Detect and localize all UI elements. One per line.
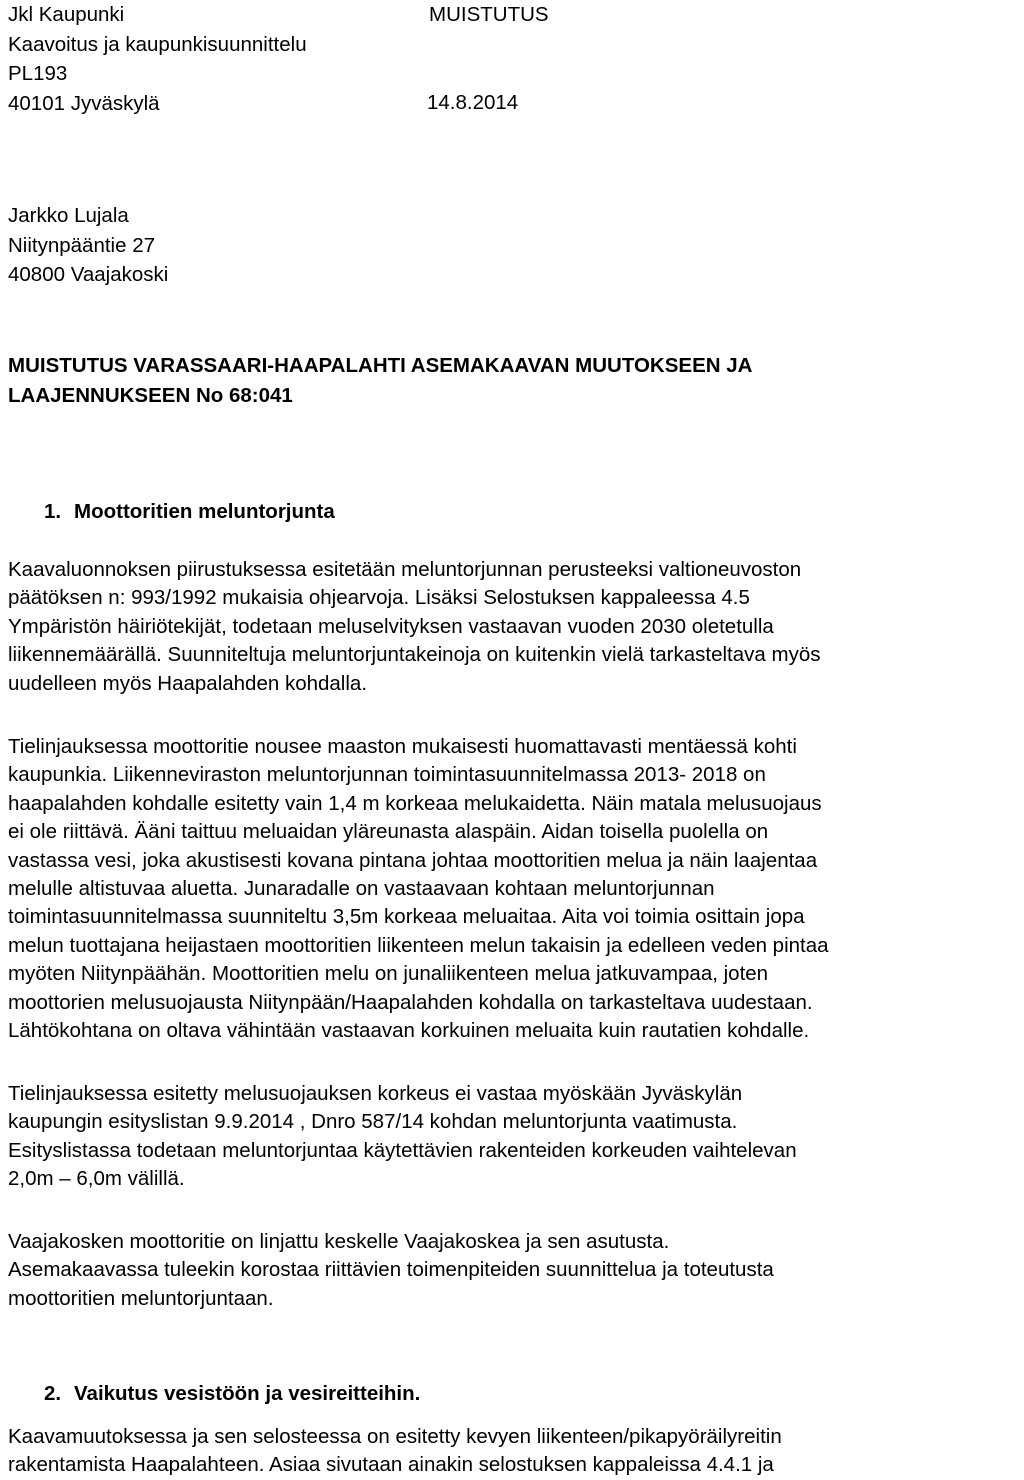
paragraph [8, 1228, 774, 1313]
title-line: MUISTUTUS VARASSAARI-HAAPALAHTI ASEMAKAAVAN MUUTOKSEEN JA [8, 354, 753, 377]
text-line: myöten Niitynpäähän. Moottoritien melu on junaliikenteen melua jatkuvampaa, joten [8, 962, 769, 986]
section-number: 2. [44, 1382, 62, 1405]
document-type: MUISTUTUS [429, 3, 549, 26]
recipient-line: 40800 Vaajakoski [8, 263, 169, 286]
title-line: LAAJENNUKSEEN No 68:041 [8, 384, 293, 407]
document-date: 14.8.2014 [427, 91, 519, 114]
sender-address [8, 0, 307, 118]
text-line: moottoritien meluntorjuntaan. [8, 1286, 274, 1310]
paragraph [8, 1080, 797, 1194]
text-line: Lähtökohtana on oltava vähintään vastaavan korkuinen meluaita kuin rautatien kohdalle. [8, 1018, 810, 1042]
text-line: rakentamista Haapalahteen. Asiaa sivutaan ainakin selostuksen kappaleissa 4.4.1 ja [8, 1453, 774, 1477]
sender-line: 40101 Jyväskylä [8, 91, 160, 115]
text-line: liikennemäärällä. Suunniteltuja meluntorjuntakeinoja on kuitenkin vielä tarkasteltava myös [8, 643, 821, 667]
text-line: Asemakaavassa tuleekin korostaa riittävien toimenpiteiden suunnittelua ja toteutusta [8, 1258, 774, 1282]
text-line: uudelleen myös Haapalahden kohdalla. [8, 671, 368, 695]
text-line: ei ole riittävä. Ääni taittuu meluaidan yläreunasta alaspäin. Aidan toisella puolella on [8, 820, 769, 844]
section-heading-2 [44, 1379, 420, 1409]
text-line: 2,0m – 6,0m välillä. [8, 1167, 185, 1191]
text-line: Ympäristön häiriötekijät, todetaan meluselvityksen vastaavan vuoden 2030 oletetulla [8, 614, 774, 638]
recipient-address [8, 201, 168, 290]
text-line: toimintasuunnitelmassa suunniteltu 3,5m korkeaa meluaitaa. Aita voi toimia osittain jopa [8, 905, 805, 929]
text-line: Esityslistassa todetaan meluntorjuntaa käytettävien rakenteiden korkeuden vaihtelevan [8, 1138, 797, 1162]
text-line: Tielinjauksessa moottoritie nousee maaston mukaisesti huomattavasti mentäessä kohti [8, 735, 797, 758]
section-title: Vaikutus vesistöön ja vesireitteihin. [74, 1382, 421, 1405]
text-line: vastassa vesi, joka akustisesti kovana pintana johtaa moottoritien melua ja näin laajentaa [8, 848, 818, 872]
text-line: Tielinjauksessa esitetty melusuojauksen korkeus ei vastaa myöskään Jyväskylän [8, 1082, 743, 1105]
section-number: 1. [44, 500, 62, 523]
text-line: moottorien melusuojausta Niitynpään/Haapalahden kohdalla on tarkasteltava uudestaan. [8, 990, 813, 1014]
sender-line: Jkl Kaupunki [8, 3, 125, 26]
section-heading-1 [44, 497, 335, 527]
sender-line: PL193 [8, 62, 68, 85]
text-line: melun tuottajana heijastaen moottoritien liikenteen melun takaisin ja edelleen veden pintaa [8, 933, 829, 957]
document-title [8, 351, 752, 411]
sender-line: Kaavoitus ja kaupunkisuunnittelu [8, 32, 307, 56]
paragraph [8, 556, 820, 698]
recipient-line: Niitynpääntie 27 [8, 233, 156, 257]
section-title: Moottoritien meluntorjunta [74, 500, 335, 523]
text-line: päätöksen n: 993/1992 mukaisia ohjearvoja. Lisäksi Selostuksen kappaleessa 4.5 [8, 586, 750, 610]
text-line: Kaavaluonnoksen piirustuksessa esitetään meluntorjunnan perusteeksi valtioneuvoston [8, 558, 802, 581]
recipient-line: Jarkko Lujala [8, 204, 129, 227]
text-line: melulle altistuvaa aluetta. Junaradalle on vastaavaan kohtaan meluntorjunnan [8, 876, 715, 900]
text-line: kaupungin esityslistan 9.9.2014 , Dnro 587/14 kohdan meluntorjunta vaatimusta. [8, 1110, 738, 1134]
text-line: haapalahden kohdalle esitetty vain 1,4 m korkeaa melukaidetta. Näin matala melusuojaus [8, 791, 822, 815]
paragraph [8, 733, 829, 1045]
text-line: Vaajakosken moottoritie on linjattu keskelle Vaajakoskea ja sen asutusta. [8, 1230, 670, 1253]
text-line: Kaavamuutoksessa ja sen selosteessa on esitetty kevyen liikenteen/pikapyöräilyreitin [8, 1425, 782, 1448]
paragraph [8, 1423, 782, 1480]
text-line: kaupunkia. Liikenneviraston meluntorjunnan toimintasuunnitelmassa 2013- 2018 on [8, 763, 766, 787]
